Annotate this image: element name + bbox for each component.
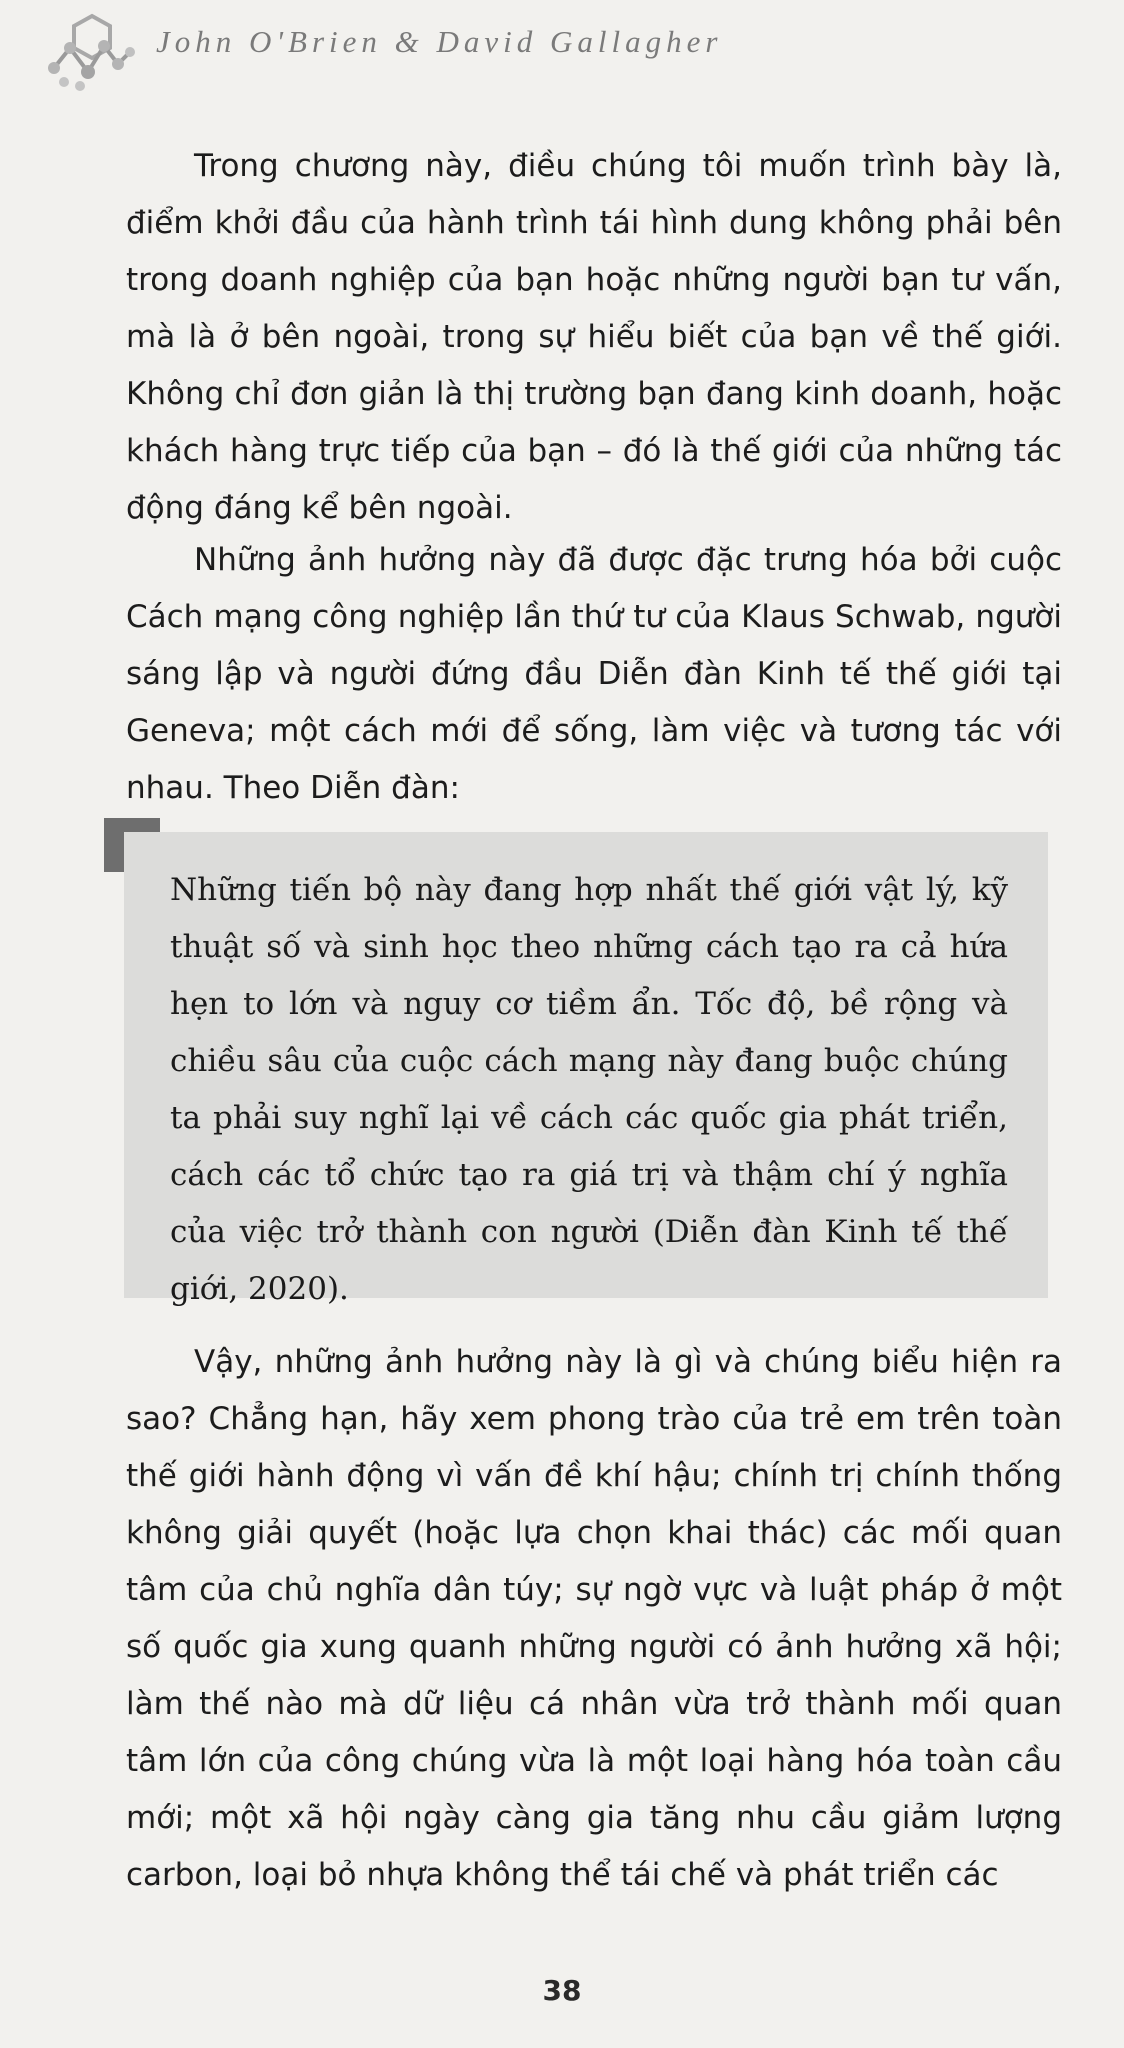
page-number: 38: [542, 1974, 582, 2007]
body-paragraph-3: Vậy, những ảnh hưởng này là gì và chúng biểu hiện ra sao? Chẳng hạn, hãy xem phong trào của trẻ em trên toàn thế giới hành động vì vấn đề khí hậu; chính trị chính thống không giải quyết (hoặc lựa chọn khai thác) các mối quan tâm của chủ nghĩa dân túy; sự ngờ vực và luật pháp ở một số quốc gia xung quanh những người có ảnh hưởng xã hội; làm thế nào mà dữ liệu cá nhân vừa trở thành mối quan tâm lớn của công chúng vừa là một loại hàng hóa toàn cầu mới; một xã hội ngày càng gia tăng nhu cầu giảm lượng carbon, loại bỏ nhựa không thể tái chế và phát triển các: [126, 1344, 1062, 1893]
body-paragraph-1: Trong chương này, điều chúng tôi muốn trình bày là, điểm khởi đầu của hành trình tái hình dung không phải bên trong doanh nghiệp của bạn hoặc những người bạn tư vấn, mà là ở bên ngoài, trong sự hiểu biết của bạn về thế giới. Không chỉ đơn giản là thị trường bạn đang kinh doanh, hoặc khách hàng trực tiếp của bạn – đó là thế giới của những tác động đáng kể bên ngoài.: [126, 148, 1062, 526]
body-paragraph-2: Những ảnh hưởng này đã được đặc trưng hóa bởi cuộc Cách mạng công nghiệp lần thứ tư của Klaus Schwab, người sáng lập và người đứng đầu Diễn đàn Kinh tế thế giới tại Geneva; một cách mới để sống, làm việc và tương tác với nhau. Theo Diễn đàn:: [126, 542, 1062, 806]
block-quote-text: Những tiến bộ này đang hợp nhất thế giới vật lý, kỹ thuật số và sinh học theo những cách tạo ra cả hứa hẹn to lớn và nguy cơ tiềm ẩn. Tốc độ, bề rộng và chiều sâu của cuộc cách mạng này đang buộc chúng ta phải suy nghĩ lại về cách các quốc gia phát triển, cách các tổ chức tạo ra giá trị và thậm chí ý nghĩa của việc trở thành con người (Diễn đàn Kinh tế thế giới, 2020).: [170, 872, 1008, 1307]
running-header-authors: John O'Brien & David Gallagher: [156, 24, 723, 59]
network-graph-icon: [48, 12, 136, 92]
